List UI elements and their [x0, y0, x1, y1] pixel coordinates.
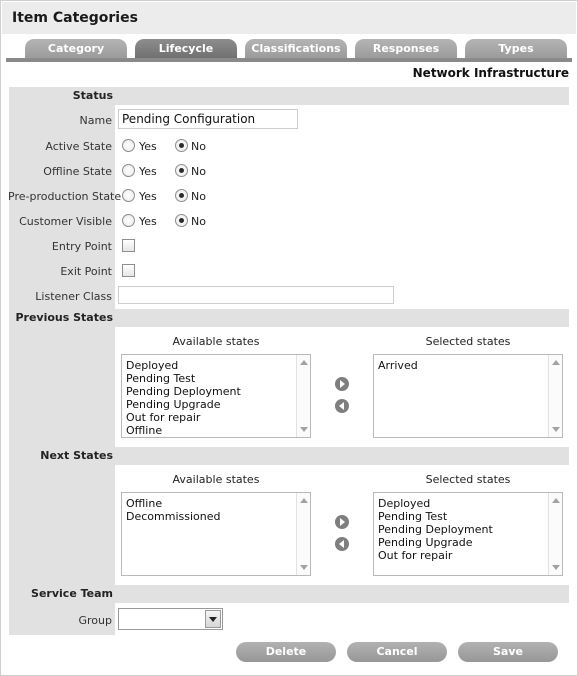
scroll-up-icon[interactable] — [552, 498, 560, 503]
next-available-title: Available states — [172, 473, 260, 486]
chevron-down-icon[interactable] — [205, 610, 221, 628]
save-button[interactable]: Save — [458, 642, 558, 662]
service-team-header-label: Service Team — [31, 587, 113, 600]
scrollbar[interactable] — [296, 355, 310, 437]
previous-states-header-label: Previous States — [15, 311, 113, 324]
tab-classifications[interactable]: Classifications — [245, 39, 347, 59]
preproduction-state-radio-group — [122, 189, 212, 205]
status-header-label: Status — [72, 89, 113, 102]
list-item[interactable]: Deployed — [126, 359, 179, 372]
preproduction-state-no-label: No — [191, 190, 206, 203]
next-states-header-label: Next States — [40, 449, 113, 462]
offline-state-yes-label: Yes — [139, 165, 157, 178]
list-item[interactable]: Arrived — [378, 359, 418, 372]
customer-visible-yes-label: Yes — [139, 215, 157, 228]
group-select[interactable] — [118, 608, 223, 630]
active-state-no-radio[interactable] — [175, 139, 188, 152]
next-selected-listbox[interactable] — [373, 492, 563, 576]
next-states-label-column — [9, 447, 115, 585]
previous-selected-title: Selected states — [425, 335, 511, 348]
scroll-up-icon[interactable] — [300, 498, 308, 503]
next-available-listbox[interactable] — [121, 492, 311, 576]
list-item[interactable]: Deployed — [378, 497, 431, 510]
list-item[interactable]: Decommissioned — [126, 510, 221, 523]
delete-button[interactable]: Delete — [236, 642, 336, 662]
previous-selected-listbox[interactable] — [373, 354, 563, 438]
service-team-section-header — [9, 585, 569, 603]
active-state-label: Active State — [45, 140, 112, 153]
scroll-down-icon[interactable] — [300, 427, 308, 432]
next-add-arrow-icon[interactable] — [335, 515, 349, 529]
next-selected-title: Selected states — [425, 473, 511, 486]
active-state-yes-label: Yes — [139, 140, 157, 153]
group-label: Group — [78, 614, 112, 627]
scroll-down-icon[interactable] — [552, 565, 560, 570]
list-item[interactable]: Pending Upgrade — [126, 398, 221, 411]
cancel-button[interactable]: Cancel — [347, 642, 447, 662]
list-item[interactable]: Out for repair — [126, 411, 201, 424]
active-state-radio-group — [122, 139, 212, 155]
offline-state-radio-group — [122, 164, 212, 180]
list-item[interactable]: Pending Test — [378, 510, 448, 523]
customer-visible-yes-radio[interactable] — [122, 214, 135, 227]
list-item[interactable]: Pending Deployment — [126, 385, 241, 398]
offline-state-no-radio[interactable] — [175, 164, 188, 177]
scroll-down-icon[interactable] — [300, 565, 308, 570]
list-item[interactable]: Pending Test — [126, 372, 196, 385]
entry-point-checkbox[interactable] — [122, 239, 135, 252]
active-state-no-label: No — [191, 140, 206, 153]
context-title: Network Infrastructure — [412, 66, 569, 80]
preproduction-state-yes-label: Yes — [139, 190, 157, 203]
scrollbar[interactable] — [296, 493, 310, 575]
status-section-header — [9, 87, 569, 105]
offline-state-label: Offline State — [43, 165, 112, 178]
tab-types[interactable]: Types — [465, 39, 567, 59]
list-item[interactable]: Pending Deployment — [378, 523, 493, 536]
offline-state-no-label: No — [191, 165, 206, 178]
preproduction-state-label: Pre-production State — [8, 190, 122, 203]
list-item[interactable]: Pending Upgrade — [378, 536, 473, 549]
previous-states-section-header — [9, 309, 569, 327]
scrollbar[interactable] — [548, 493, 562, 575]
previous-states-label-column — [9, 309, 115, 447]
customer-visible-no-radio[interactable] — [175, 214, 188, 227]
scroll-up-icon[interactable] — [300, 360, 308, 365]
entry-point-label: Entry Point — [51, 240, 112, 253]
scrollbar[interactable] — [548, 355, 562, 437]
preproduction-state-yes-radio[interactable] — [122, 189, 135, 202]
page-title: Item Categories — [12, 10, 138, 26]
tab-bar — [2, 37, 576, 59]
exit-point-checkbox[interactable] — [122, 264, 135, 277]
scroll-up-icon[interactable] — [552, 360, 560, 365]
previous-available-listbox[interactable] — [121, 354, 311, 438]
tab-underline — [6, 58, 572, 62]
preproduction-state-no-radio[interactable] — [175, 189, 188, 202]
tab-category[interactable]: Category — [25, 39, 127, 59]
previous-available-title: Available states — [172, 335, 260, 348]
title-bar — [2, 2, 576, 34]
name-label: Name — [79, 114, 112, 127]
customer-visible-label: Customer Visible — [19, 215, 112, 228]
tab-lifecycle[interactable]: Lifecycle — [135, 39, 237, 59]
active-state-yes-radio[interactable] — [122, 139, 135, 152]
next-remove-arrow-icon[interactable] — [335, 537, 349, 551]
tab-responses[interactable]: Responses — [355, 39, 457, 59]
name-input[interactable] — [118, 109, 298, 129]
previous-add-arrow-icon[interactable] — [335, 377, 349, 391]
listener-class-label: Listener Class — [35, 290, 112, 303]
exit-point-label: Exit Point — [60, 265, 112, 278]
next-states-section-header — [9, 447, 569, 465]
listener-class-input[interactable] — [118, 286, 394, 304]
previous-remove-arrow-icon[interactable] — [335, 399, 349, 413]
list-item[interactable]: Offline — [126, 424, 163, 437]
list-item[interactable]: Out for repair — [378, 549, 453, 562]
offline-state-yes-radio[interactable] — [122, 164, 135, 177]
list-item[interactable]: Offline — [126, 497, 163, 510]
scroll-down-icon[interactable] — [552, 427, 560, 432]
customer-visible-radio-group — [122, 214, 212, 230]
customer-visible-no-label: No — [191, 215, 206, 228]
